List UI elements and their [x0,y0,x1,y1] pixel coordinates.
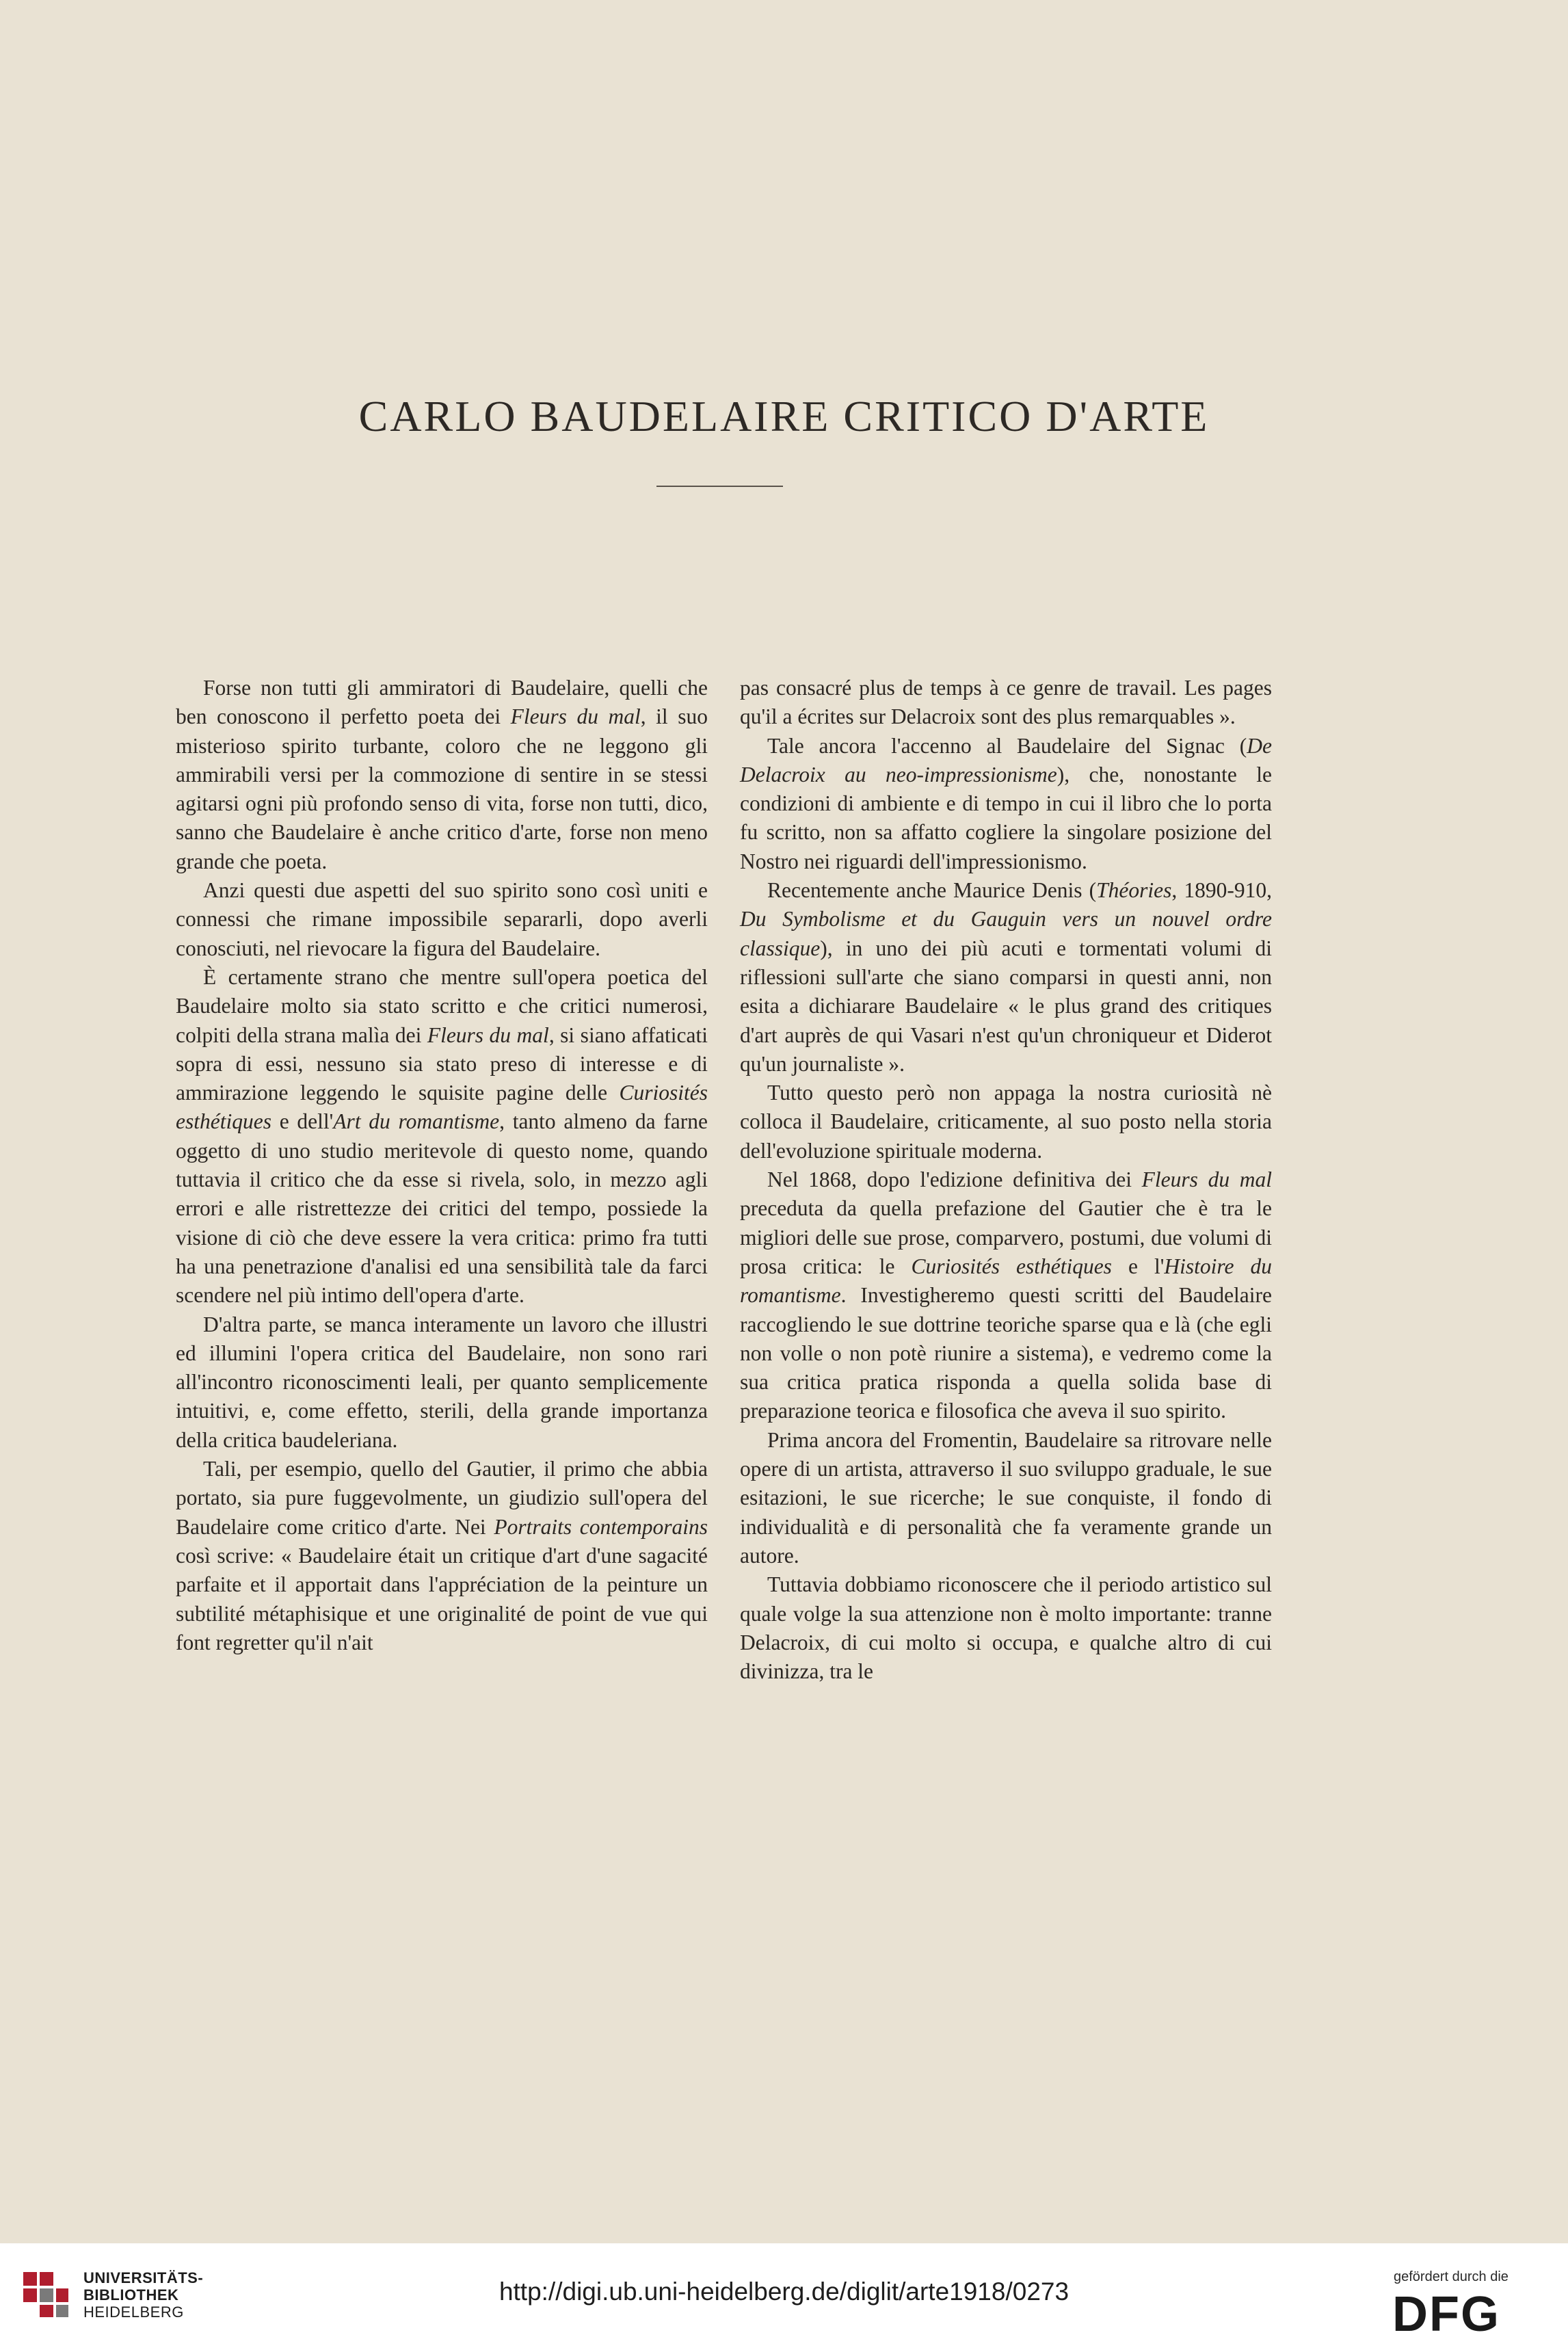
italic-title-text: Curiosités esthétiques [911,1254,1112,1278]
italic-title-text: Fleurs du mal [510,704,641,729]
source-url[interactable]: http://digi.ub.uni-heidelberg.de/diglit/arte1918/0273 [499,2278,1069,2306]
body-text: , tanto almeno da farne oggetto di uno studio meritevole di questo nome, quando tuttavia il critico che da esse si rivela, solo, in mezzo agli errori e alle ristrettezze dei critici del tempo, possiede la visione di ciò che deve essere la vera critica: primo fra tutti ha una penetrazione d'analisi ed una sensibilità tale da farci scendere nel più intimo dell'opera d'arte. [176,1109,708,1308]
body-text: Nel 1868, dopo l'edizione definitiva dei [767,1167,1142,1192]
library-line-3: HEIDELBERG [83,2303,184,2321]
italic-title-text: Histoire du romantisme [740,1254,1272,1308]
body-text: Tali, per esempio, quello del Gautier, il primo che abbia portato, sia pure fuggevolmente, un giudizio sull'opera del Baudelaire come critico d'arte. Nei [176,1457,708,1539]
body-text: e dell' [271,1109,334,1134]
paragraph [176,1310,708,1455]
body-text: , si siano affaticati sopra di essi, nessuno sia stato preso di interesse e di ammirazione leggendo le squisite pagine delle [176,1022,708,1105]
paragraph [176,963,708,1310]
body-text: , il suo misterioso spirito turbante, coloro che ne leggono gli ammirabili versi per la commozione di sentire in se stessi agitarsi ogni più profondo senso di vita, forse non tutti, dico, sanno che Baudelaire è anche critico d'arte, forse non meno grande che poeta. [176,704,708,873]
body-text: ), in uno dei più acuti e tormentati volumi di riflessioni sull'arte che siano comparsi in questi anni, non esita a dichiarare Baudelaire « le plus grand des critiques d'art auprès de qui Vasari n'est qu'un chroniqueur et Diderot qu'un journaliste ». [740,936,1272,1076]
body-text: Recentemente anche Maurice Denis ( [767,878,1097,903]
body-text: Tale ancora l'accenno al Baudelaire del Signac ( [767,733,1247,758]
body-text: Forse non tutti gli ammiratori di Baudelaire, quelli che ben conoscono il perfetto poeta dei [176,676,708,729]
dfg-logo: DFG [1392,2287,1500,2342]
left-column [176,674,708,1657]
paragraph [740,876,1272,1079]
library-line-2: BIBLIOTHEK [83,2286,179,2303]
right-column [740,674,1272,1686]
italic-title-text: Curiosités esthétiques [176,1081,708,1134]
body-text: Anzi questi due aspetti del suo spirito sono così uniti e connessi che rimane impossibile separarli, dopo averli conosciuti, nel rievocare la figura del Baudelaire. [176,878,708,960]
sponsor-caption: gefördert durch die [1394,2269,1509,2284]
body-text: Tuttavia dobbiamo riconoscere che il periodo artistico sul quale volge la sua attenzione non è molto importante: tranne Delacroix, di cui molto si occupa, e qualche altro di cui divinizza, tra le [740,1572,1272,1684]
body-text: ), che, nonostante le condizioni di ambiente e di tempo in cui il libro che lo porta fu scritto, non sa affatto cogliere la singolare posizione del Nostro nei riguardi dell'impressionismo. [740,762,1272,873]
body-text: e l' [1111,1254,1165,1278]
library-line-1: UNIVERSITÄTS- [83,2269,204,2286]
italic-title-text: Portraits contemporains [494,1514,708,1539]
paragraph [176,876,708,963]
italic-title-text: Art du romantisme [333,1109,500,1134]
italic-title-text: Théories [1096,878,1172,903]
paragraph [740,1079,1272,1165]
italic-title-text: Du Symbolisme et du Gauguin vers un nouvel ordre classique [740,907,1272,960]
body-text: Prima ancora del Fromentin, Baudelaire sa ritrovare nelle opere di un artista, attraverso il suo sviluppo graduale, le sue esitazioni, le sue ricerche; le sue conquiste, il fondo di individualità e di personalità che fa veramente grande un autore. [740,1427,1272,1568]
title-divider [656,486,783,487]
italic-title-text: De Delacroix au neo-impressionisme [740,733,1272,787]
body-text: preceduta da quella prefazione del Gautier che è tra le migliori delle sue prose, comparvero, postumi, due volumi di prosa critica: le [740,1196,1272,1278]
italic-title-text: Fleurs du mal [427,1022,549,1047]
body-text: , 1890-910, [1171,878,1272,903]
paragraph [740,1165,1272,1426]
body-text: È certamente strano che mentre sull'opera poetica del Baudelaire molto sia stato scritto e che critici numerosi, colpiti della strana malìa dei [176,964,708,1047]
body-text: D'altra parte, se manca interamente un lavoro che illustri ed illumini l'opera critica del Baudelaire, non sono rari all'incontro riconoscimenti leali, per quanto semplicemente intuitivi, e, come effetto, sterili, della grande importanza della critica baudeleriana. [176,1312,708,1452]
article-title: CARLO BAUDELAIRE CRITICO D'ARTE [358,392,1210,440]
paragraph [740,732,1272,876]
paragraph [740,674,1272,732]
paragraph [176,674,708,876]
body-text: così scrive: « Baudelaire était un critique d'art d'une sagacité parfaite et il apportait dans l'appréciation de la peinture un subtilité métaphisique et une originalité de point de vue qui font regretter qu'il n'ait [176,1543,708,1654]
italic-title-text: Fleurs du mal [1141,1167,1272,1192]
paragraph [740,1570,1272,1686]
paragraph [740,1426,1272,1570]
paragraph [176,1455,708,1657]
body-text: Tutto questo però non appaga la nostra curiosità nè colloca il Baudelaire, criticamente, al suo posto nella storia dell'evoluzione spirituale moderna. [740,1081,1272,1163]
body-text: pas consacré plus de temps à ce genre de travail. Les pages qu'il a écrites sur Delacroix sont des plus remarquables ». [740,676,1272,729]
body-text: . Investigheremo questi scritti del Baudelaire raccogliendo le sue dottrine teoriche sparse qua e là (che egli non volle o non potè riunire a sistema), e vedremo come la sua critica pratica risponda a quella solida base di preparazione teorica e filosofica che aveva il suo spirito. [740,1283,1272,1423]
